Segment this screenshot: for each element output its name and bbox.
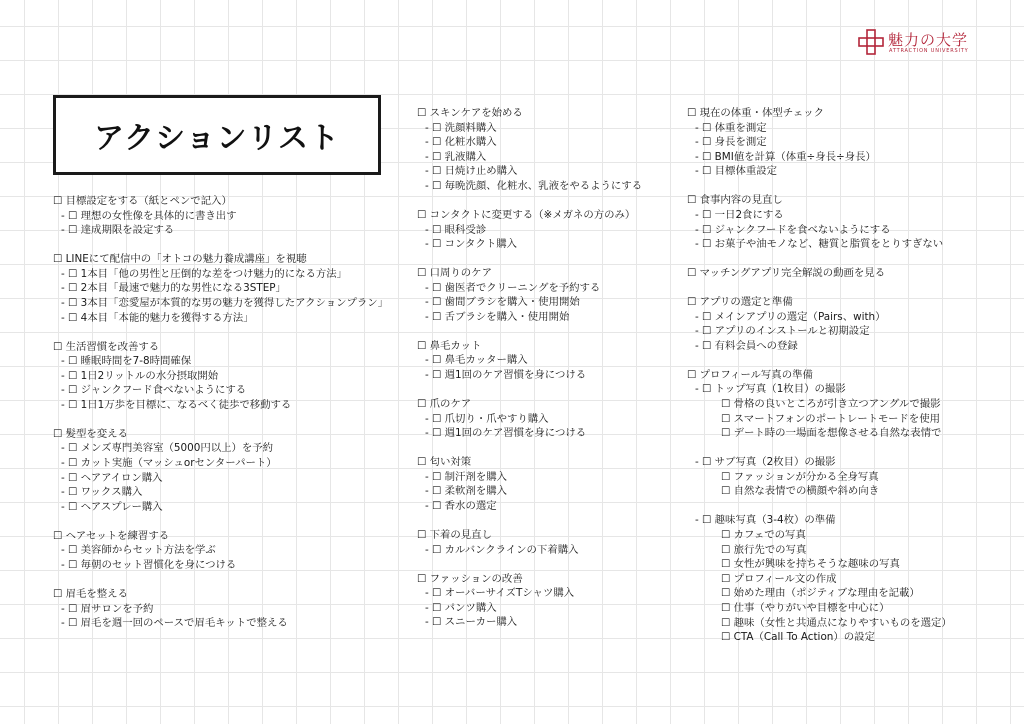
checklist-subitem[interactable]: - ☐ 達成期限を設定する xyxy=(61,224,175,237)
checklist-subitem[interactable]: - ☐ BMI値を計算（体重÷身長÷身長） xyxy=(695,150,876,163)
checklist-subitem[interactable]: - ☐ 香水の選定 xyxy=(425,500,497,513)
checklist-subitem[interactable]: - ☐ オーバーサイズTシャツ購入 xyxy=(425,587,575,600)
checklist-subitem[interactable]: - ☐ 週1回のケア習慣を身につける xyxy=(425,369,587,382)
brand-logo xyxy=(858,26,998,60)
checklist-item[interactable]: ☐ 下着の見直し xyxy=(417,529,492,541)
checklist-item[interactable]: ☐ ファッションの改善 xyxy=(417,572,523,585)
checklist-subitem[interactable]: - ☐ 体重を測定 xyxy=(695,121,767,134)
checklist-section xyxy=(417,266,672,324)
checklist-section xyxy=(417,528,672,557)
checklist-subitem[interactable]: - ☐ アプリのインストールと初期設定 xyxy=(695,325,870,338)
checklist-item[interactable]: ☐ 爪のケア xyxy=(417,398,472,411)
checklist-subitem[interactable]: - ☐ 毎朝のセット習慣化を身につける xyxy=(61,559,237,572)
checklist-subitem[interactable]: ☐ デート時の一場面を想像させる自然な表情で xyxy=(721,427,942,440)
checklist-section xyxy=(687,266,992,281)
checklist-subitem[interactable]: - ☐ 日焼け止め購入 xyxy=(425,165,518,178)
checklist-section xyxy=(417,455,672,513)
checklist-section xyxy=(687,513,992,644)
checklist-section xyxy=(687,368,992,441)
checklist-subitem[interactable]: - ☐ お菓子や油モノなど、糖質と脂質をとりすぎない xyxy=(695,238,944,251)
checklist-subitem[interactable]: ☐ カフェでの写真 xyxy=(721,529,806,541)
checklist-item[interactable]: ☐ マッチングアプリ完全解説の動画を見る xyxy=(687,267,886,280)
checklist-section xyxy=(53,529,398,573)
checklist-item[interactable]: ☐ スキンケアを始める xyxy=(417,107,523,119)
checklist-subitem[interactable]: ☐ スマートフォンのポートレートモードを使用 xyxy=(721,412,940,425)
checklist-subitem[interactable]: - ☐ 4本目「本能的魅力を獲得する方法」 xyxy=(61,311,254,324)
checklist-subitem[interactable]: - ☐ ヘアスプレー購入 xyxy=(61,500,163,513)
checklist-item[interactable]: ☐ 鼻毛カット xyxy=(417,339,482,352)
checklist-subitem[interactable]: - ☐ 歯医者でクリーニングを予約する xyxy=(425,281,601,294)
checklist-subitem[interactable]: - ☐ 週1回のケア習慣を身につける xyxy=(425,427,587,440)
brand-subtitle: ATTRACTION UNIVERSITY xyxy=(889,48,969,54)
checklist-subitem[interactable]: - ☐ 有料会員への登録 xyxy=(695,339,798,352)
checklist-subitem[interactable]: - ☐ メンズ専門美容室（5000円以上）を予約 xyxy=(61,442,274,455)
checklist-subitem[interactable]: - ☐ カルバンクラインの下着購入 xyxy=(425,543,579,556)
checklist-item[interactable]: ☐ LINEにて配信中の「オトコの魅力養成講座」を視聴 xyxy=(53,253,307,266)
checklist-section xyxy=(53,194,398,238)
checklist-subitem[interactable]: - ☐ 眉毛を週一回のペースで眉毛キットで整える xyxy=(61,617,288,630)
checklist-section xyxy=(687,455,992,499)
checklist-subitem[interactable]: - ☐ サブ写真（2枚目）の撮影 xyxy=(695,456,836,469)
checklist-subitem[interactable]: - ☐ 1日1万歩を目標に、なるべく徒歩で移動する xyxy=(61,398,292,411)
checklist-subitem[interactable]: - ☐ 美容師からセット方法を学ぶ xyxy=(61,544,216,557)
checklist-subitem[interactable]: ☐ 旅行先での写真 xyxy=(721,543,807,556)
checklist-subitem[interactable]: - ☐ 一日2食にする xyxy=(695,208,784,221)
checklist-section xyxy=(417,208,672,252)
checklist-subitem[interactable]: - ☐ 目標体重設定 xyxy=(695,165,778,178)
checklist-subitem[interactable]: - ☐ 趣味写真（3-4枚）の準備 xyxy=(695,514,836,527)
checklist-item[interactable]: ☐ 眉毛を整える xyxy=(53,588,128,601)
checklist-subitem[interactable]: - ☐ 2本目「最速で魅力的な男性になる3STEP」 xyxy=(61,282,286,295)
checklist-subitem[interactable]: - ☐ 洗顔料購入 xyxy=(425,121,497,134)
brand-mark-icon xyxy=(858,29,884,55)
checklist-subitem[interactable]: - ☐ ジャンクフードを食べないようにする xyxy=(695,223,891,236)
checklist-subitem[interactable]: - ☐ 睡眠時間を7-8時間確保 xyxy=(61,355,192,368)
checklist-subitem[interactable]: - ☐ 制汗剤を購入 xyxy=(425,470,508,483)
checklist-subitem[interactable]: ☐ 骨格の良いところが引き立つアングルで撮影 xyxy=(721,398,941,411)
brand-name: 魅力の大学 xyxy=(888,31,969,49)
checklist-subitem[interactable]: - ☐ スニーカー購入 xyxy=(425,616,518,629)
checklist-subitem[interactable]: - ☐ 毎晩洗顔、化粧水、乳液をやるようにする xyxy=(425,179,643,192)
checklist-item[interactable]: ☐ 口周りのケア xyxy=(417,267,492,280)
checklist-item[interactable]: ☐ コンタクトに変更する（※メガネの方のみ） xyxy=(417,208,636,221)
checklist-subitem[interactable]: - ☐ 3本目「恋愛屋が本質的な男の魅力を獲得したアクションプラン」 xyxy=(61,296,389,309)
checklist-item[interactable]: ☐ ヘアセットを練習する xyxy=(53,529,170,542)
checklist-subitem[interactable]: - ☐ 化粧水購入 xyxy=(425,136,497,149)
checklist-section xyxy=(687,295,992,353)
checklist-subitem[interactable]: - ☐ パンツ購入 xyxy=(425,601,497,614)
checklist-subitem[interactable]: - ☐ トップ写真（1枚目）の撮影 xyxy=(695,383,846,396)
checklist-section xyxy=(53,340,398,413)
checklist-subitem[interactable]: - ☐ 身長を測定 xyxy=(695,136,767,149)
checklist-subitem[interactable]: ☐ 始めた理由（ポジティブな理由を記載） xyxy=(721,587,920,600)
checklist-subitem[interactable]: - ☐ 爪切り・爪やすり購入 xyxy=(425,412,549,425)
checklist-item[interactable]: ☐ プロフィール写真の準備 xyxy=(687,368,813,381)
checklist-subitem[interactable]: ☐ 女性が興味を持ちそうな趣味の写真 xyxy=(721,558,900,571)
checklist-subitem[interactable]: - ☐ 歯間ブラシを購入・使用開始 xyxy=(425,296,580,309)
checklist-subitem[interactable]: - ☐ 1本目「他の男性と圧倒的な差をつけ魅力的になる方法」 xyxy=(61,267,348,280)
checklist-item[interactable]: ☐ 生活習慣を改善する xyxy=(53,340,160,353)
checklist-subitem[interactable]: ☐ CTA（Call To Action）の設定 xyxy=(721,631,875,644)
checklist-subitem[interactable]: - ☐ 眼科受診 xyxy=(425,223,487,236)
page-title: アクションリスト xyxy=(94,121,340,156)
checklist-item[interactable]: ☐ 匂い対策 xyxy=(417,456,472,469)
checklist-subitem[interactable]: - ☐ 眉サロンを予約 xyxy=(61,602,154,615)
checklist-section xyxy=(687,193,992,251)
checklist-section xyxy=(417,572,672,630)
checklist-subitem[interactable]: - ☐ コンタクト購入 xyxy=(425,238,517,251)
checklist-section xyxy=(53,252,398,325)
checklist-subitem[interactable]: - ☐ 1日2リットルの水分摂取開始 xyxy=(61,369,219,382)
title-box xyxy=(53,95,381,175)
checklist-column-1 xyxy=(53,194,398,645)
checklist-column-2 xyxy=(417,106,672,644)
checklist-subitem[interactable]: - ☐ カット実施（マッシュorセンターパート） xyxy=(61,457,277,470)
checklist-subitem[interactable]: ☐ 仕事（やりがいや目標を中心に） xyxy=(721,601,890,614)
checklist-subitem[interactable]: - ☐ ワックス購入 xyxy=(61,486,143,499)
checklist-item[interactable]: ☐ 現在の体重・体型チェック xyxy=(687,107,824,119)
checklist-section xyxy=(687,106,992,179)
checklist-section xyxy=(53,427,398,515)
checklist-subitem[interactable]: - ☐ メインアプリの選定（Pairs、with） xyxy=(695,310,886,323)
checklist-column-3 xyxy=(687,106,992,659)
checklist-section xyxy=(53,587,398,631)
checklist-section xyxy=(417,339,672,383)
checklist-subitem[interactable]: ☐ ファッションが分かる全身写真 xyxy=(721,470,879,483)
checklist-subitem[interactable]: ☐ 趣味（女性と共通点になりやすいものを選定） xyxy=(721,616,952,629)
checklist-subitem[interactable]: - ☐ 柔軟剤を購入 xyxy=(425,485,508,498)
checklist-item[interactable]: ☐ 食事内容の見直し xyxy=(687,194,783,207)
checklist-subitem[interactable]: - ☐ 理想の女性像を具体的に書き出す xyxy=(61,209,237,222)
checklist-item[interactable]: ☐ 目標設定をする（紙とペンで記入） xyxy=(53,195,232,207)
checklist-subitem[interactable]: - ☐ ヘアアイロン購入 xyxy=(61,471,163,484)
checklist-section xyxy=(417,397,672,441)
checklist-subitem[interactable]: ☐ プロフィール文の作成 xyxy=(721,572,837,585)
checklist-subitem[interactable]: - ☐ 舌ブラシを購入・使用開始 xyxy=(425,310,570,323)
checklist-section xyxy=(417,106,672,194)
checklist-subitem[interactable]: ☐ 自然な表情での横顔や斜め向き xyxy=(721,485,880,498)
checklist-item[interactable]: ☐ アプリの選定と準備 xyxy=(687,296,793,309)
checklist-item[interactable]: ☐ 髪型を変える xyxy=(53,427,128,440)
checklist-subitem[interactable]: - ☐ 鼻毛カッター購入 xyxy=(425,354,528,367)
checklist-subitem[interactable]: - ☐ ジャンクフード食べないようにする xyxy=(61,384,247,397)
checklist-subitem[interactable]: - ☐ 乳液購入 xyxy=(425,150,487,163)
